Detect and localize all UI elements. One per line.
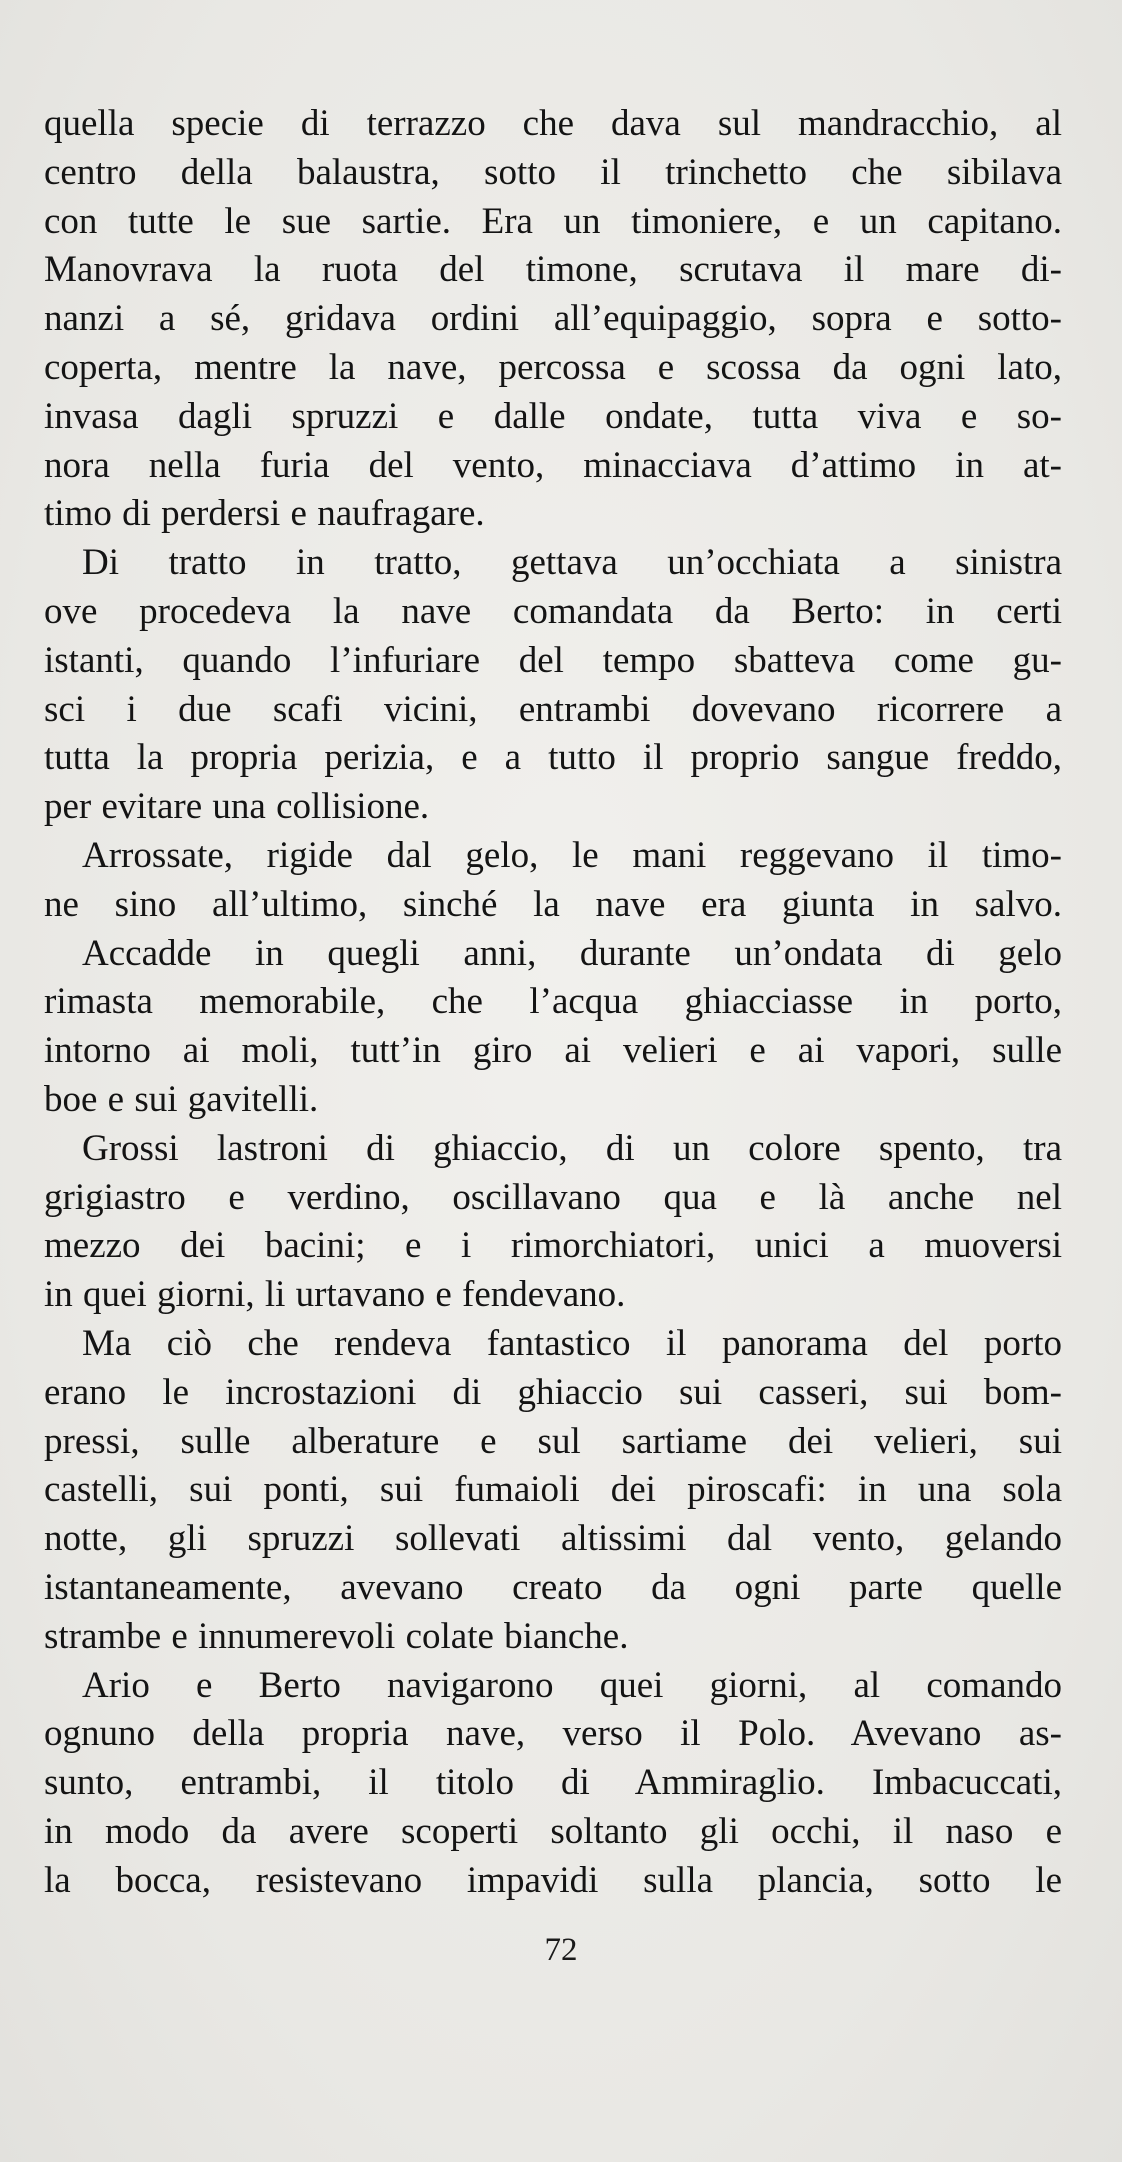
- text-line: Manovrava la ruota del timone, scrutava il mare di-: [44, 249, 1062, 291]
- page-number: 72: [544, 1932, 578, 1968]
- text-line: timo di perdersi e naufragare.: [44, 493, 485, 535]
- text-line: istanti, quando l’infuriare del tempo sbatteva come gu-: [44, 639, 1062, 681]
- text-line: grigiastro e verdino, oscillavano qua e là anche nel: [44, 1176, 1062, 1218]
- body-text: [44, 100, 1062, 1905]
- paragraph-first-line: Ma ciò che rendeva fantastico il panorama del porto: [82, 1322, 1062, 1364]
- text-line: nora nella furia del vento, minacciava d’attimo in at-: [44, 444, 1062, 486]
- text-line: con tutte le sue sartie. Era un timoniere, e un capitano.: [44, 200, 1062, 242]
- text-line: quella specie di terrazzo che dava sul mandracchio, al: [44, 103, 1062, 144]
- text-line: centro della balaustra, sotto il trinchetto che sibilava: [44, 151, 1062, 193]
- text-line: la bocca, resistevano impavidi sulla plancia, sotto le: [44, 1859, 1062, 1901]
- text-line: nanzi a sé, gridava ordini all’equipaggio, sopra e sotto-: [44, 298, 1062, 340]
- text-line: coperta, mentre la nave, percossa e scossa da ogni lato,: [44, 346, 1062, 388]
- text-line: sci i due scafi vicini, entrambi dovevano ricorrere a: [44, 688, 1062, 730]
- text-line: in modo da avere scoperti soltanto gli occhi, il naso e: [44, 1810, 1062, 1852]
- text-line: notte, gli spruzzi sollevati altissimi dal vento, gelando: [44, 1518, 1062, 1560]
- text-line: in quei giorni, li urtavano e fendevano.: [44, 1274, 626, 1316]
- paragraph-first-line: Accadde in quegli anni, durante un’ondata di gelo: [82, 932, 1062, 974]
- text-line: mezzo dei bacini; e i rimorchiatori, unici a muoversi: [44, 1225, 1062, 1267]
- text-line: rimasta memorabile, che l’acqua ghiacciasse in porto,: [44, 981, 1062, 1023]
- paragraph-first-line: Di tratto in tratto, gettava un’occhiata a sinistra: [82, 542, 1062, 584]
- text-line: invasa dagli spruzzi e dalle ondate, tutta viva e so-: [44, 395, 1062, 437]
- text-line: istantaneamente, avevano creato da ogni parte quelle: [44, 1566, 1062, 1608]
- text-line: ne sino all’ultimo, sinché la nave era giunta in salvo.: [44, 883, 1062, 925]
- paragraph-first-line: Arrossate, rigide dal gelo, le mani reggevano il timo-: [82, 834, 1062, 876]
- paragraph-first-line: Ario e Berto navigarono quei giorni, al comando: [82, 1664, 1062, 1706]
- text-line: strambe e innumerevoli colate bianche.: [44, 1615, 629, 1657]
- text-line: ove procedeva la nave comandata da Berto: in certi: [44, 590, 1062, 632]
- text-line: boe e sui gavitelli.: [44, 1078, 319, 1120]
- text-line: sunto, entrambi, il titolo di Ammiraglio. Imbacuccati,: [44, 1762, 1062, 1804]
- text-line: pressi, sulle alberature e sul sartiame dei velieri, sui: [44, 1420, 1062, 1462]
- paragraph-first-line: Grossi lastroni di ghiaccio, di un colore spento, tra: [82, 1127, 1062, 1169]
- text-line: erano le incrostazioni di ghiaccio sui casseri, sui bom-: [44, 1371, 1062, 1413]
- text-line: per evitare una collisione.: [44, 786, 430, 828]
- text-line: ognuno della propria nave, verso il Polo. Avevano as-: [44, 1713, 1062, 1755]
- text-line: intorno ai moli, tutt’in giro ai velieri e ai vapori, sulle: [44, 1030, 1062, 1072]
- text-line: castelli, sui ponti, sui fumaioli dei piroscafi: in una sola: [44, 1469, 1062, 1511]
- text-line: tutta la propria perizia, e a tutto il proprio sangue freddo,: [44, 737, 1062, 779]
